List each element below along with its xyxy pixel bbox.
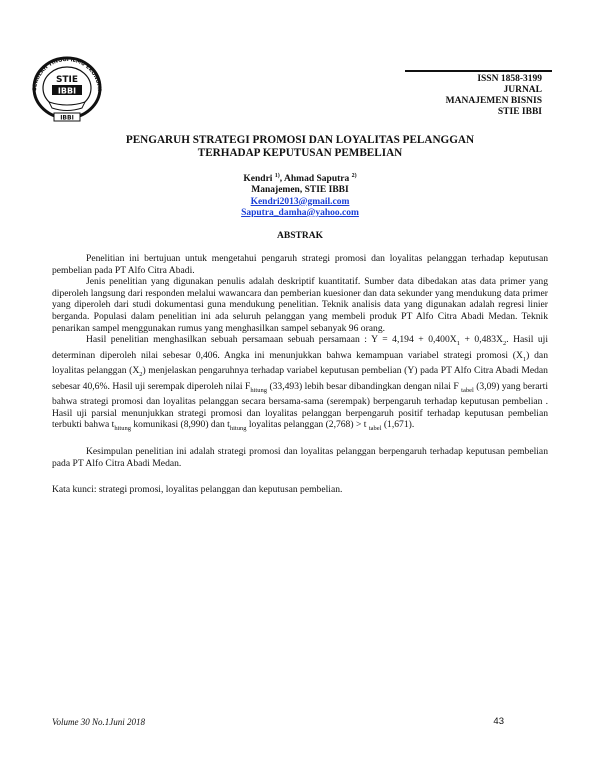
results-text-f: (33,493) lebih besar dibandingkan dengan nilai F <box>266 380 462 392</box>
journal-info <box>446 74 542 118</box>
paper-title-line-2: TERHADAP KEPUTUSAN PEMBELIAN <box>197 147 403 159</box>
journal-divider <box>405 70 552 72</box>
logo-ring-text: SEKOLAH TINGGI ILMU EKONOMI <box>31 56 102 92</box>
paper-title-line-1: PENGARUH STRATEGI PROMOSI DAN LOYALITAS PELANGGAN <box>125 134 475 146</box>
email-link-1[interactable]: Kendri2013@gmail.com <box>250 196 350 207</box>
results-text-a: Hasil penelitian menghasilkan sebuah persamaan sebuah persamaan : Y = 4,194 + 0,400X <box>86 334 457 346</box>
journal-line-2: MANAJEMEN BISNIS <box>445 96 542 106</box>
logo-monogram: IBBI <box>57 86 77 96</box>
results-text-g: (3,09) yang berarti bahwa strategi promosi dan loyalitas pelanggan secara bersama-sama (serempak) berpengaruh terhadap keputusan pembelian . Hasil uji parsial menunjukkan strategi promosi dan loyalitas pelanggan berpengaruh positif terhadap keputusan pembelian terbukti bahwa t <box>52 380 549 431</box>
results-text-c: . Hasil uji determinan diperoleh nilai sebesar 0,406. Angka ini menunjukkan bahwa kemampuan variabel strategi promosi (X <box>52 334 549 361</box>
results-text-e: ) menjelaskan pengaruhnya terhadap variabel keputusan pembelian (Y) pada PT Alfo Citra Abadi Medan sebesar 40,6%. Hasil uji serempak diperoleh nilai F <box>52 365 548 392</box>
author-1-mark: 1) <box>274 173 280 179</box>
results-sub-3: 1 <box>522 355 527 363</box>
abstract-paragraph-3 <box>52 334 548 435</box>
journal-issn: ISSN 1858-3199 <box>477 74 542 84</box>
results-sub-8: hitung <box>229 425 247 433</box>
abstract-body <box>52 253 548 495</box>
abstract-paragraph-2: Jenis penelitian yang digunakan penulis adalah deskriptif kuantitatif. Sumber data dibedakan atas data primer yang diperoleh langsung dari responden melalui wawancara dan pemberian kuesioner dan data sekunder yang mendukung data primer yang diperoleh dari studi dokumentasi guna mendukung penelitian. Teknik analisis data yang digunakan adalah regresi linier berganda. Populasi dalam penelitian ini ada seluruh pelanggan yang membeli produk PT Alfo Citra Abadi Medan. Teknik penarikan sampel menggunakan rumus yang menghasilkan sampel sebanyak 96 orang. <box>52 276 548 334</box>
results-sub-6: tabel <box>461 386 474 394</box>
author-names <box>0 171 600 185</box>
results-sub-7: hitung <box>114 425 131 433</box>
abstract-paragraph-4: Kesimpulan penelitian ini adalah strategi promosi dan loyalitas pelanggan berpengaruh terhadap keputusan pembelian pada PT Alfo Citra Abadi Medan. <box>52 446 548 469</box>
footer-volume: Volume 30 No.1Juni 2018 <box>52 717 145 727</box>
results-text-h: komunikasi (8,990) dan t <box>130 419 230 431</box>
stie-ibbi-logo <box>22 52 112 122</box>
journal-line-1: JURNAL <box>503 85 542 95</box>
results-sub-9: tabel <box>368 425 382 433</box>
results-sub-4: 2 <box>139 371 143 379</box>
abstract-heading: ABSTRAK <box>277 231 323 241</box>
results-text-i: loyalitas pelanggan (2,768) > t <box>246 419 369 431</box>
author-1: Kendri <box>243 174 273 185</box>
abstract-paragraph-1: Penelitian ini bertujuan untuk mengetahui pengaruh strategi promosi dan loyalitas pelanggan terhadap keputusan pembelian pada PT Alfo Citra Abadi. <box>52 253 548 276</box>
author-2-mark: 2) <box>351 173 357 179</box>
paper-title <box>0 134 600 160</box>
journal-line-3: STIE IBBI <box>497 107 542 117</box>
author-separator: , <box>279 174 285 185</box>
author-block <box>0 171 600 219</box>
results-text-j: (1,671). <box>381 419 415 431</box>
logo-top-label: STIE <box>55 75 79 85</box>
page-number: 43 <box>493 716 504 727</box>
affiliation: Manajemen, STIE IBBI <box>251 185 349 196</box>
results-text-b: + 0,483X <box>459 334 503 346</box>
email-link-2[interactable]: Saputra_damha@yahoo.com <box>241 207 359 218</box>
results-sub-5: hitung <box>250 386 267 394</box>
logo-banner-text: IBBI <box>60 114 74 122</box>
keywords: Kata kunci: strategi promosi, loyalitas pelanggan dan keputusan pembelian. <box>52 483 343 495</box>
results-sub-1: 1 <box>456 340 460 348</box>
logo-banner <box>49 102 85 111</box>
author-2: Ahmad Saputra <box>284 174 350 185</box>
results-text-d: ) dan loyalitas pelanggan (X <box>52 349 548 377</box>
results-sub-2: 2 <box>502 340 507 348</box>
